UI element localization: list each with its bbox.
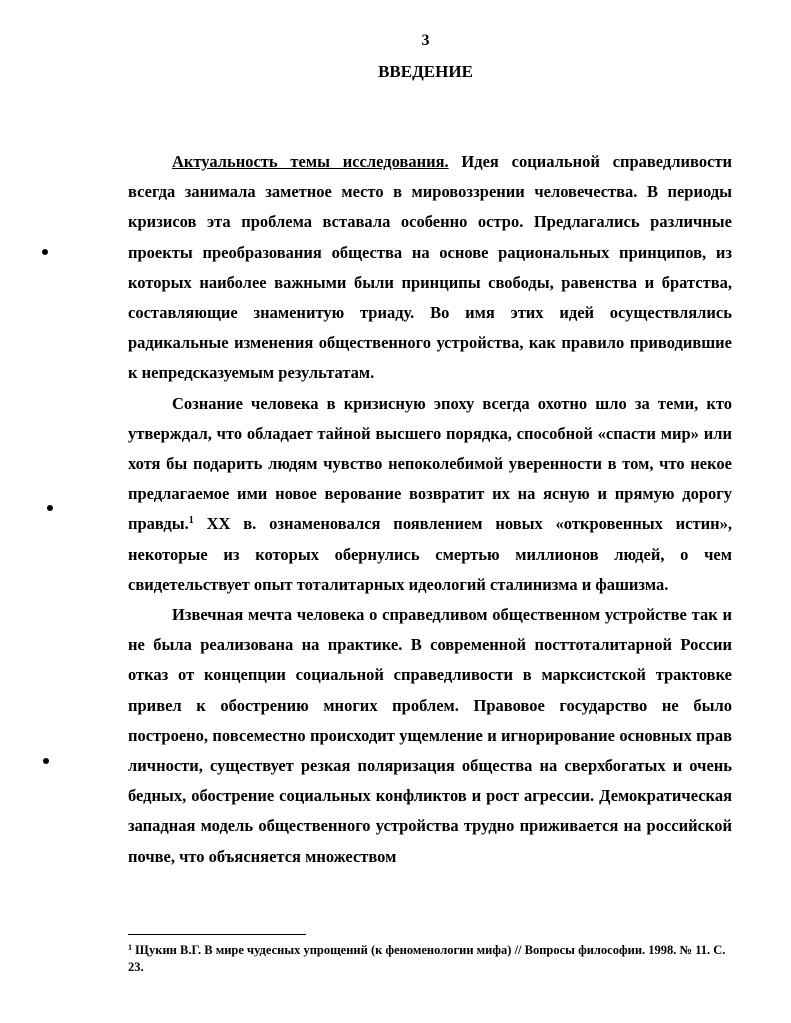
page-number: 3: [421, 32, 430, 49]
paragraph-1: [128, 147, 732, 389]
paragraph-2-text-before: Сознание человека в кризисную эпоху всегда охотно шло за теми, кто утверждал, что обладает тайной высшего порядка, способной «спасти мир» или хотя бы подарить людям чувство непоколебимой уверенности в том, что некое предлагаемое ими новое верование возвратит их на ясную и прямую дорогу правды.: [128, 393, 732, 534]
footnote: [128, 942, 732, 976]
scan-speck: [43, 758, 49, 764]
footnote-mark: 1: [128, 943, 132, 952]
footnote-reference: 1: [188, 515, 194, 527]
body-text: [128, 147, 732, 872]
paragraph-3: [128, 600, 732, 872]
section-lead: Актуальность темы исследования.: [172, 152, 449, 171]
paragraph-3-text: Извечная мечта человека о справедливом общественном устройстве так и не была реализована на практике. В современной посттоталитарной России отказ от концепции социальной справедливости в марксистской трактовке привел к обострению многих проблем. Правовое государство не было построено, повсеместно происходит ущемление и игнорирование основных прав личности, существует резкая поляризация общества на сверхбогатых и очень бедных, обострение социальных конфликтов и рост агрессии. Демократическая западная модель общественного устройства трудно приживается на российской почве, что объясняется множеством: [128, 605, 732, 866]
scan-speck: [47, 505, 53, 511]
scan-speck: [42, 249, 48, 255]
paragraph-2: [128, 389, 732, 600]
page-title: ВВЕДЕНИЕ: [378, 62, 473, 81]
footnote-separator: [128, 934, 306, 935]
footnote-text: Щукин В.Г. В мире чудесных упрощений (к феноменологии мифа) // Вопросы философии. 1998. № 11. С. 23.: [128, 943, 726, 974]
paragraph-1-text: Идея социальной справедливости всегда занимала заметное место в мировоззрении человечества. В периоды кризисов эта проблема вставала особенно остро. Предлагались различные проекты преобразования общества на основе рациональных принципов, из которых наиболее важными были принципы свободы, равенства и братства, составляющие знаменитую триаду. Во имя этих идей осуществлялись радикальные изменения общественного устройства, как правило приводившие к непредсказуемым результатам.: [128, 152, 732, 383]
paragraph-2-text-after: XX в. ознаменовался появлением новых «откровенных истин», некоторые из которых обернулись смертью миллионов людей, о чем свидетельствует опыт тоталитарных идеологий сталинизма и фашизма.: [128, 514, 732, 594]
